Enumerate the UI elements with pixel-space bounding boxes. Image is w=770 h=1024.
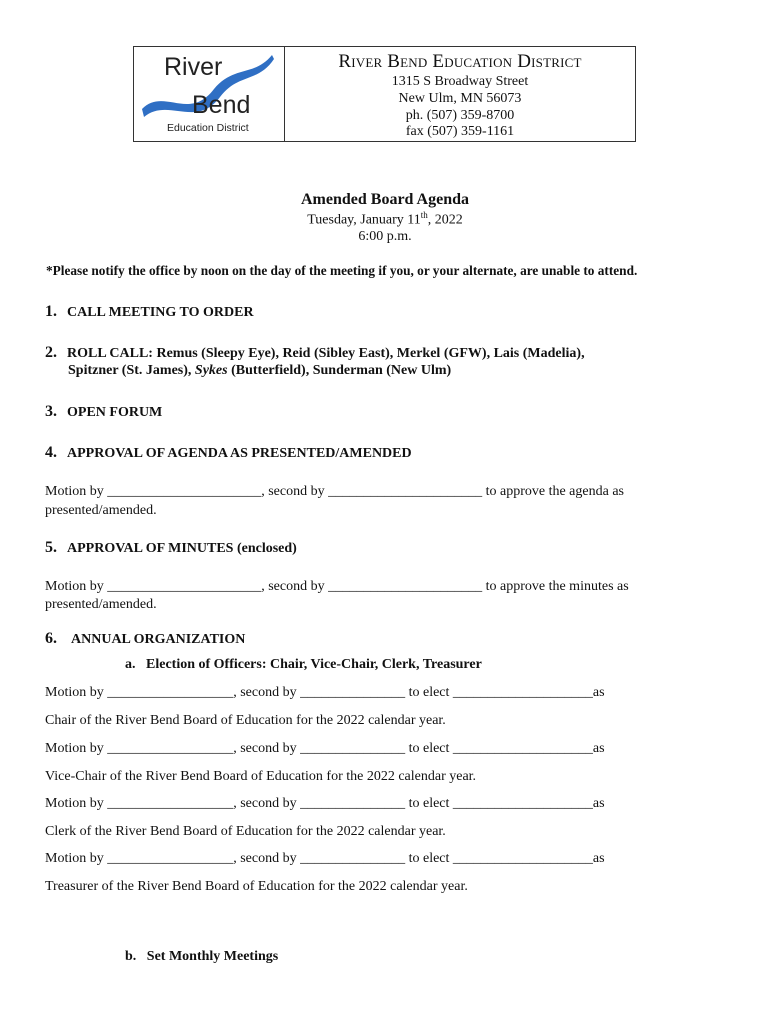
item-label: CALL MEETING TO ORDER: [67, 305, 254, 320]
agenda-item-6: [45, 630, 245, 648]
item-number: 2.: [45, 344, 57, 361]
treasurer-motion: Motion by __________________, second by _______________ to elect ____________________as: [45, 851, 605, 866]
minutes-motion-line-2: presented/amended.: [45, 597, 157, 612]
agenda-motion-line-1: Motion by ______________________, second by ______________________ to approve the agenda as: [45, 484, 624, 499]
phone: ph. (507) 359-8700: [405, 108, 515, 123]
agenda-item-4: [45, 444, 412, 462]
logo: [134, 47, 285, 141]
item-number: 1.: [45, 303, 57, 320]
item-label: OPEN FORUM: [67, 405, 163, 420]
letterhead: [133, 46, 636, 142]
fax: fax (507) 359-1161: [405, 124, 515, 139]
logo-text-bend: Bend: [192, 91, 251, 119]
logo-text-river: River: [164, 53, 223, 81]
city-state: New Ulm, MN 56073: [398, 91, 522, 106]
page-title: Amended Board Agenda: [300, 191, 470, 208]
clerk-text: Clerk of the River Bend Board of Education for the 2022 calendar year.: [45, 824, 446, 839]
roll-call-line-1: ROLL CALL: Remus (Sleepy Eye), Reid (Sibley East), Merkel (GFW), Lais (Madelia),: [67, 346, 585, 361]
item-label: APPROVAL OF MINUTES (enclosed): [67, 541, 297, 556]
street-address: 1315 S Broadway Street: [391, 74, 529, 89]
logo-text-district: Education District: [167, 122, 249, 134]
agenda-item-5: [45, 539, 297, 557]
logo-swoosh-icon: [134, 47, 284, 141]
treasurer-text: Treasurer of the River Bend Board of Education for the 2022 calendar year.: [45, 879, 468, 894]
sub-item-monthly-meetings: b. Set Monthly Meetings: [125, 949, 279, 964]
clerk-motion: Motion by __________________, second by _______________ to elect ____________________as: [45, 796, 605, 811]
chair-text: Chair of the River Bend Board of Education for the 2022 calendar year.: [45, 713, 446, 728]
item-label: ANNUAL ORGANIZATION: [71, 632, 246, 647]
vice-chair-motion: Motion by __________________, second by _______________ to elect ____________________as: [45, 741, 605, 756]
vice-chair-text: Vice-Chair of the River Bend Board of Education for the 2022 calendar year.: [45, 769, 477, 784]
agenda-item-3: [45, 403, 162, 421]
meeting-date: Tuesday, January 11th, 2022: [307, 210, 463, 228]
roll-call-line-2: Spitzner (St. James), Sykes (Butterfield), Sunderman (New Ulm): [68, 363, 452, 378]
agenda-item-2: [45, 344, 585, 362]
agenda-motion-line-2: presented/amended.: [45, 503, 157, 518]
item-number: 4.: [45, 444, 57, 461]
item-number: 5.: [45, 539, 57, 556]
address-block: [285, 47, 635, 141]
attendance-notice: *Please notify the office by noon on the day of the meeting if you, or your alternate, are unable to attend.: [46, 263, 638, 278]
item-label: APPROVAL OF AGENDA AS PRESENTED/AMENDED: [67, 446, 412, 461]
item-number: 3.: [45, 403, 57, 420]
chair-motion: Motion by __________________, second by _______________ to elect ____________________as: [45, 685, 605, 700]
item-number: 6.: [45, 630, 57, 647]
minutes-motion-line-1: Motion by ______________________, second by ______________________ to approve the minutes as: [45, 579, 629, 594]
sub-item-election: a. Election of Officers: Chair, Vice-Chair, Clerk, Treasurer: [125, 657, 482, 672]
agenda-item-1: [45, 303, 254, 321]
meeting-time: 6:00 p.m.: [358, 229, 412, 244]
district-name: River Bend Education District: [338, 51, 582, 72]
